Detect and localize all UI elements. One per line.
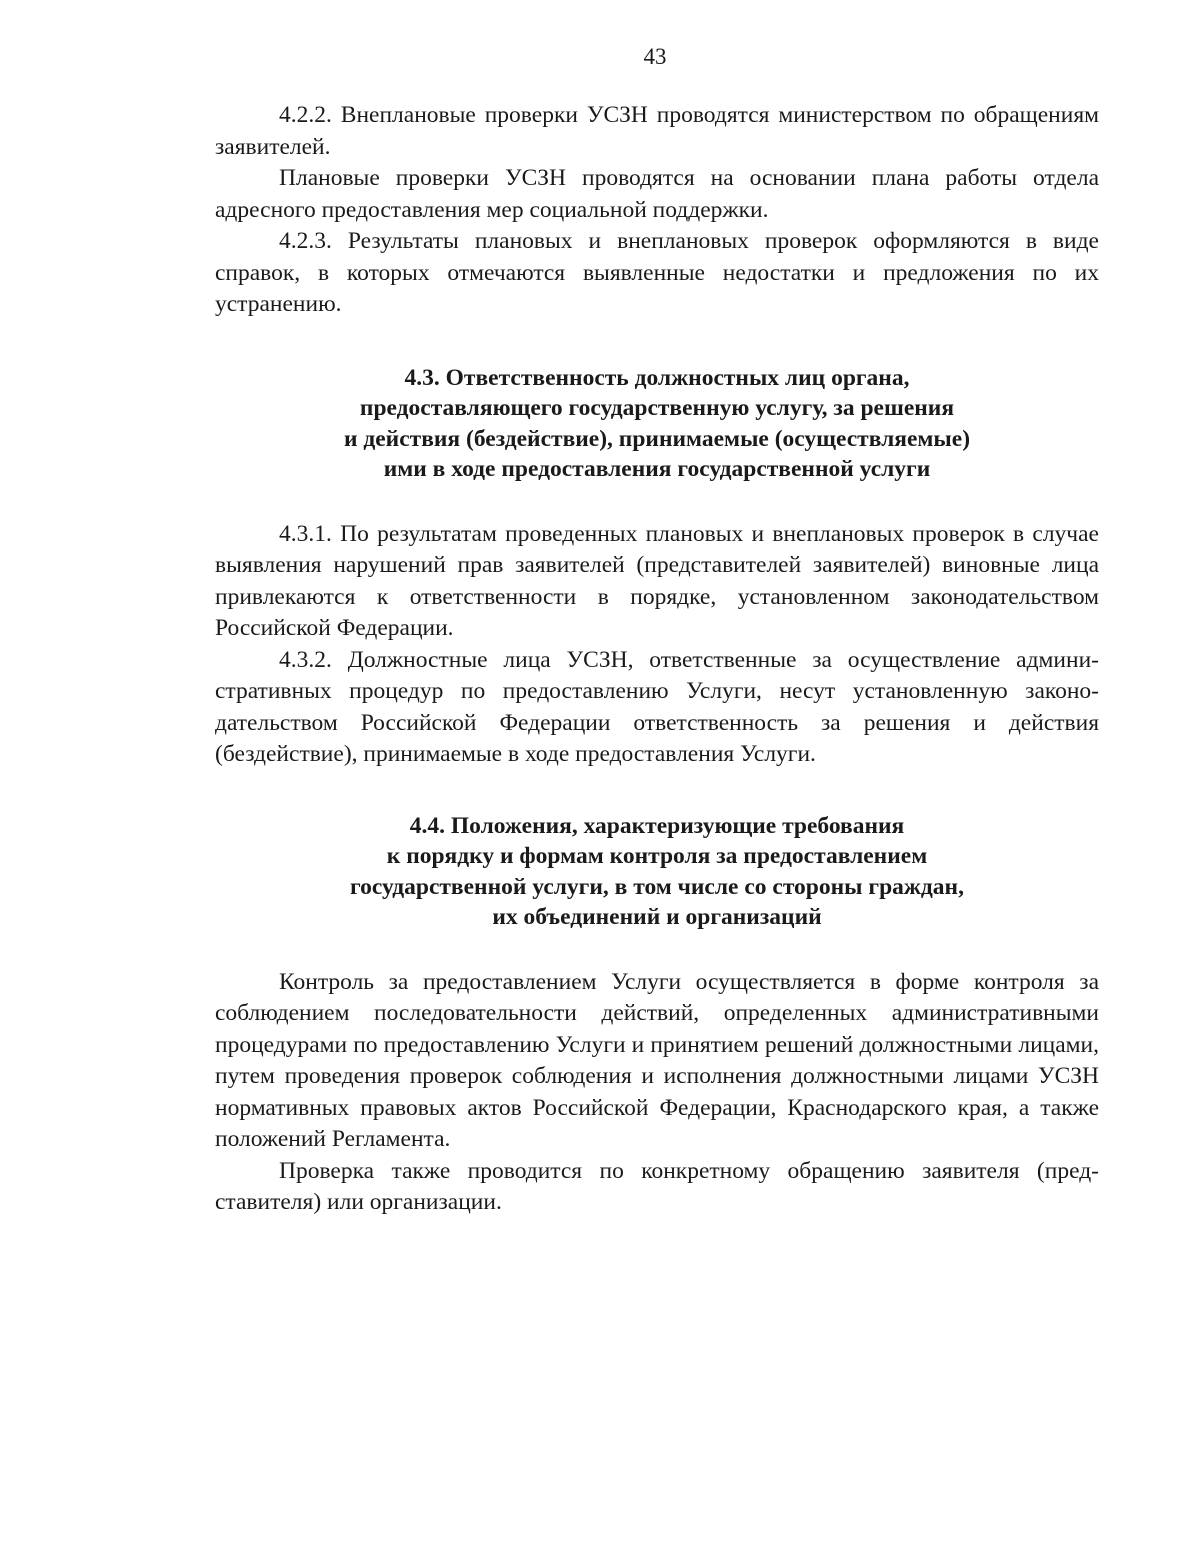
heading-line: их объединений и организаций xyxy=(492,904,822,930)
section-heading-4-4 xyxy=(215,811,1099,933)
document-body xyxy=(215,100,1099,1219)
heading-line: государственной услуги, в том числе со стороны граждан, xyxy=(350,873,964,900)
heading-line: 4.4. Положения, характеризующие требования xyxy=(409,812,905,839)
paragraph-4-2-3: 4.2.3. Результаты плановых и внеплановых проверок оформляются в виде справок, в которых отмечаются выявленные недостатки и предложения по их устранению. xyxy=(215,228,1099,317)
paragraph-check-by-request: Проверка также проводится по конкретному обращению заявителя (представителя) или организации. xyxy=(215,1157,1099,1215)
paragraph-4-2-2: 4.2.2. Внеплановые проверки УСЗН проводятся министерством по обращениям заявителей. xyxy=(215,102,1099,160)
section-heading-4-3 xyxy=(215,363,1099,485)
page-number: 43 xyxy=(643,44,667,69)
paragraph-4-3-1: 4.3.1. По результатам проведенных плановых и внеплановых проверок в случае выявления нарушений прав заявителей (представителей заявителей) виновные лица привлекаются к ответственности в порядке, установленном законодательством Российской Федерации. xyxy=(215,520,1099,641)
paragraph-planned-checks: Плановые проверки УСЗН проводятся на основании плана работы отдела адресного предоставления мер социальной поддержки. xyxy=(215,165,1099,223)
paragraph-4-3-2: 4.3.2. Должностные лица УСЗН, ответственные за осуществление административных процедур по предоставлению Услуги, несут установленную законодательством Российской Федерации ответственность за решения и действия (бездействие), принимаемые в ходе предоставления Услуги. xyxy=(215,646,1099,767)
paragraph-control: Контроль за предоставлением Услуги осуществляется в форме контроля за соблюдением последовательности действий, определенных административными процедурами по предоставлению Услуги и принятием решений должностными лицами, путем проведения проверок соблюдения и исполнения должностными лицами УСЗН нормативных правовых актов Российской Федерации, Краснодарского края, а также положений Регламента. xyxy=(215,968,1099,1152)
heading-line: и действия (бездействие), принимаемые (осуществляемые) xyxy=(343,425,971,452)
heading-line: к порядку и формам контроля за предоставлением xyxy=(386,843,928,869)
heading-line: 4.3. Ответственность должностных лиц органа, xyxy=(404,364,910,391)
heading-line: предоставляющего государственную услугу, за решения xyxy=(359,395,955,421)
heading-line: ими в ходе предоставления государственной услуги xyxy=(383,456,931,482)
